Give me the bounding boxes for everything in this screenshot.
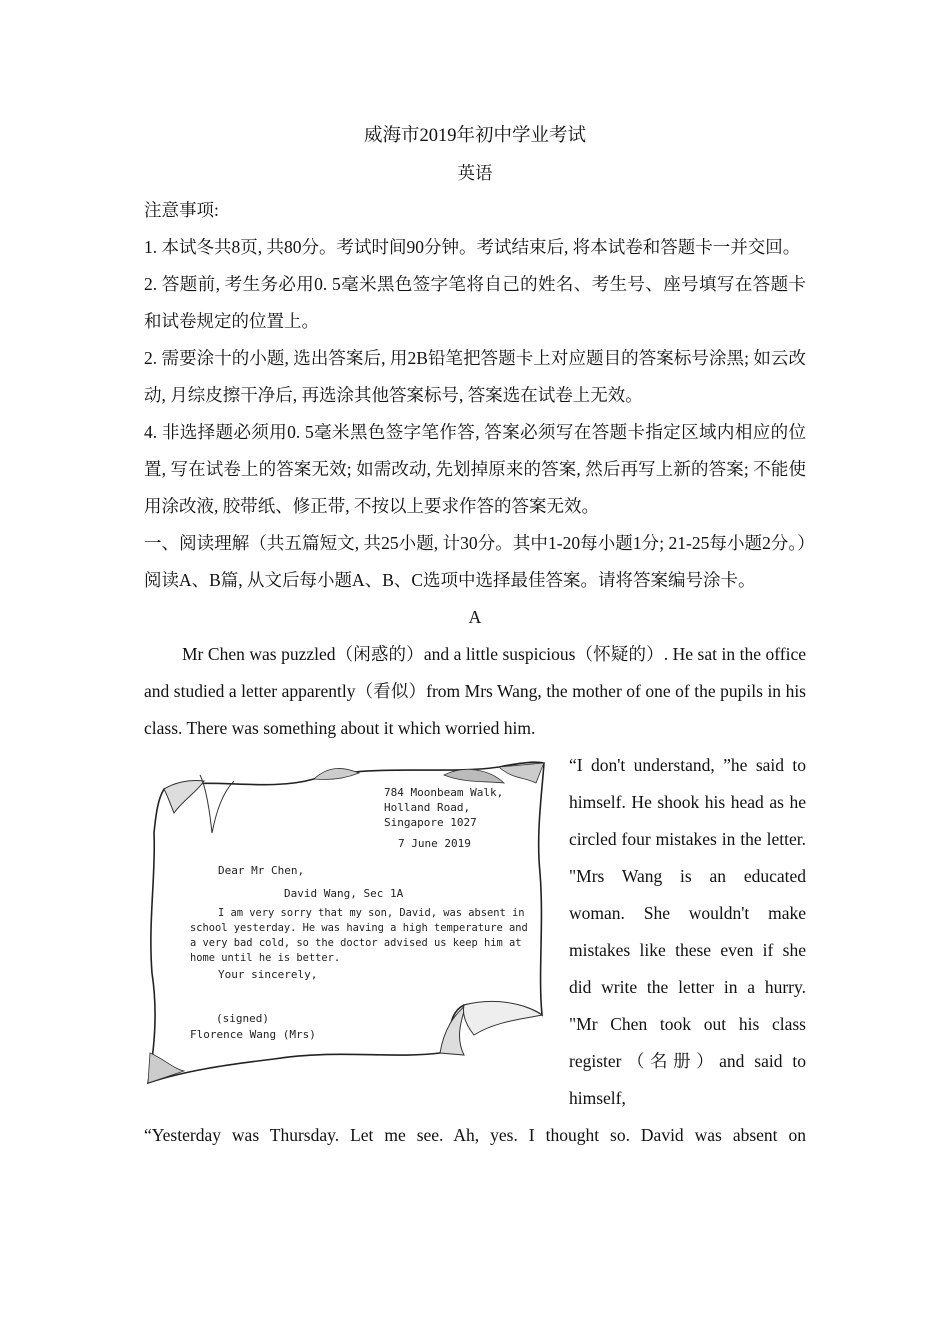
passage-last-line: “Yesterday was Thursday. Let me see. Ah, yes. I thought so. David was absent on	[144, 1125, 806, 1145]
letter-greeting: Dear Mr Chen,	[218, 864, 305, 877]
note-item-1: 1. 本试冬共8页, 共80分。考试时间90分钟。考试结束后, 将本试卷和答题卡一并交回。	[144, 237, 801, 257]
letter-body-line-3: a very bad cold, so the doctor advised us keep him at	[190, 937, 522, 949]
letter-body-line-1: I am very sorry that my son, David, was absent in	[218, 907, 525, 919]
letter-wrap-row	[144, 747, 806, 1117]
letter-body-line-2: school yesterday. He was having a high temperature and	[190, 922, 528, 934]
exam-page	[144, 118, 806, 1154]
letter-signed: (signed)	[216, 1012, 269, 1025]
letter-address-line-3: Singapore 1027	[384, 816, 477, 829]
notes-heading: 注意事项:	[144, 200, 219, 220]
note-item-4: 4. 非选择题必须用0. 5毫米黑色签字笔作答, 答案必须写在答题卡指定区域内相应的位置, 写在试卷上的答案无效; 如需改动, 先划掉原来的答案, 然后再写上新的答案; 不能使用涂改液, 胶带纸、修正带, 不按以上要求作答的答案无效。	[144, 422, 806, 516]
letter-address-line-1: 784 Moonbeam Walk,	[384, 786, 504, 799]
letter-closing: Your sincerely,	[218, 968, 318, 981]
letter-subject: David Wang, Sec 1A	[284, 887, 404, 900]
note-item-2: 2. 答题前, 考生务必用0. 5毫米黑色签字笔将自己的姓名、考生号、座号填写在答题卡和试卷规定的位置上。	[144, 274, 806, 331]
letter-date: 7 June 2019	[398, 837, 471, 850]
letter-body-line-4: home until he is better.	[190, 952, 341, 964]
exam-subject: 英语	[457, 163, 493, 183]
letter-signature: Florence Wang (Mrs)	[190, 1028, 316, 1041]
section-intro: 一、阅读理解（共五篇短文, 共25小题, 计30分。其中1-20每小题1分; 21-25每小题2分。）阅读A、B篇, 从文后每小题A、B、C选项中选择最佳答案。请将答案编号涂卡。	[144, 533, 806, 590]
passage-paragraph-1: Mr Chen was puzzled（闲惑的）and a little suspicious（怀疑的）. He sat in the office and studied a letter apparently（看似）from Mrs Wang, the mother of one of the pupils in his class. There was something about it which worried him.	[144, 644, 806, 738]
passage-label: A	[468, 607, 482, 627]
letter-image	[144, 753, 548, 1091]
exam-title: 威海市2019年初中学业考试	[363, 126, 586, 146]
passage-side-text: “I don't understand, ”he said to himself. He shook his head as he circled four mistakes in the letter. "Mrs Wang is an educated woman. She wouldn't make mistakes like these even if she did write the letter in a hurry. "Mr Chen took out his class register（名册）and said to himself,	[569, 755, 806, 1108]
note-item-3: 2. 需要涂十的小题, 选出答案后, 用2B铅笔把答题卡上对应题目的答案标号涂黑; 如云改动, 月综皮擦干净后, 再选涂其他答案标号, 答案选在试卷上无效。	[144, 348, 806, 405]
letter-address-line-2: Holland Road,	[384, 801, 471, 814]
